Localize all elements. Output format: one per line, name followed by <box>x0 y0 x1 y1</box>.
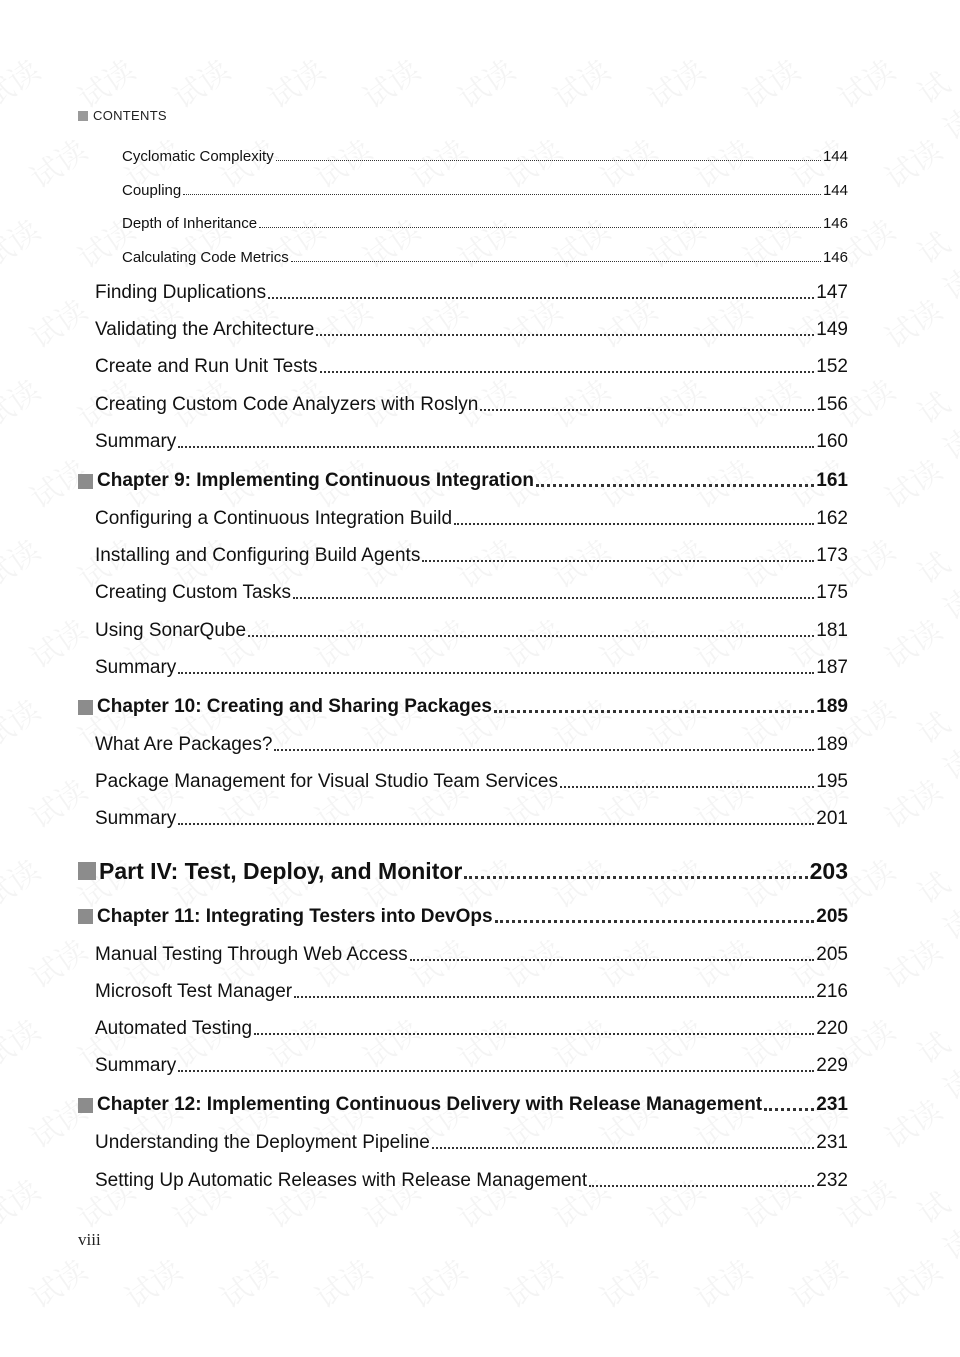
dot-leader <box>259 227 821 228</box>
toc-entry-section[interactable] <box>95 1170 848 1192</box>
dot-leader <box>536 484 814 487</box>
toc-entry-page: 205 <box>816 943 848 965</box>
toc-entry-page: 181 <box>816 619 848 641</box>
toc-entry-title: Part IV: Test, Deploy, and Monitor <box>99 857 463 884</box>
watermark-text <box>400 1247 474 1317</box>
toc-entry-title: Summary <box>95 656 177 678</box>
dot-leader <box>320 371 815 373</box>
dot-leader <box>178 672 814 674</box>
toc-entry-page: 231 <box>816 1132 848 1154</box>
watermark-text <box>20 127 94 197</box>
watermark-text <box>780 1247 854 1317</box>
toc-entry-chapter[interactable] <box>78 1094 848 1116</box>
watermark-text <box>685 1247 759 1317</box>
watermark-text <box>20 607 94 677</box>
toc-entry-page: 161 <box>816 470 848 491</box>
dot-leader <box>432 1147 814 1149</box>
square-bullet-icon <box>78 474 93 489</box>
toc-entry-chapter[interactable] <box>78 906 848 928</box>
watermark-text <box>907 859 960 948</box>
toc-entry-section[interactable] <box>95 620 848 642</box>
toc-entry-section[interactable] <box>95 394 848 416</box>
dot-leader <box>410 959 815 961</box>
toc-entry-page: 175 <box>816 582 848 604</box>
watermark-text <box>543 47 617 117</box>
dot-leader <box>248 635 814 637</box>
toc-entry-title: What Are Packages? <box>95 734 273 755</box>
watermark-text <box>907 699 960 788</box>
dot-leader <box>560 786 814 788</box>
toc-entry-section[interactable] <box>95 1132 848 1154</box>
watermark-text <box>954 139 960 228</box>
toc-entry-page: 146 <box>822 215 848 232</box>
toc-entry-page: 144 <box>822 181 848 199</box>
toc-entry-title: Create and Run Unit Tests <box>95 356 318 378</box>
toc-entry-title: Understanding the Deployment Pipeline <box>95 1132 430 1154</box>
watermark-text <box>954 1259 960 1348</box>
toc-entry-title: Summary <box>95 430 177 452</box>
toc-entry-title: Depth of Inheritance <box>122 215 258 232</box>
watermark-text <box>20 287 94 357</box>
toc-entry-title: Setting Up Automatic Releases with Release Management <box>95 1169 588 1191</box>
dot-leader <box>589 1185 814 1187</box>
watermark-text <box>0 1007 47 1077</box>
watermark-text <box>907 1019 960 1108</box>
watermark-text <box>495 1247 569 1317</box>
dot-leader <box>480 409 814 411</box>
toc-entry-title: Chapter 11: Integrating Testers into DevOps <box>97 905 493 927</box>
toc-entry-section[interactable] <box>95 657 848 679</box>
toc-entry-sub[interactable] <box>122 182 848 199</box>
toc-entry-page: 156 <box>816 393 848 415</box>
toc-entry-section[interactable] <box>95 981 848 1003</box>
running-header <box>78 108 167 123</box>
toc-entry-page: 232 <box>816 1169 848 1191</box>
watermark-text <box>954 459 960 548</box>
watermark-text <box>875 607 949 677</box>
toc-entry-title: Creating Custom Tasks <box>95 582 292 604</box>
dot-leader <box>268 297 814 299</box>
dot-leader <box>454 523 814 525</box>
dot-leader <box>422 560 814 562</box>
watermark-text <box>954 299 960 388</box>
toc-entry-page: 147 <box>816 282 848 303</box>
toc-entry-page: 201 <box>816 808 848 830</box>
toc-entry-page: 231 <box>816 1094 848 1116</box>
watermark-text <box>305 1247 379 1317</box>
toc-entry-chapter[interactable] <box>78 696 848 718</box>
toc-entry-section[interactable] <box>95 1018 848 1040</box>
toc-entry-section[interactable] <box>95 508 848 530</box>
watermark-text <box>163 47 237 117</box>
watermark-text <box>0 527 47 597</box>
toc-entry-chapter[interactable] <box>78 470 848 492</box>
watermark-text <box>875 1247 949 1317</box>
watermark-text <box>0 47 47 117</box>
dot-leader <box>178 1070 814 1072</box>
watermark-text <box>590 1247 664 1317</box>
watermark-text <box>448 47 522 117</box>
page-number: viii <box>78 1230 101 1249</box>
toc-entry-page: 149 <box>816 319 848 341</box>
dot-leader <box>495 920 815 923</box>
watermark-text <box>0 367 47 437</box>
toc-entry-sub[interactable] <box>122 249 848 266</box>
toc-entry-title: Chapter 9: Implementing Continuous Integration <box>97 470 534 491</box>
toc-entry-section[interactable] <box>95 431 848 453</box>
toc-entry-part[interactable] <box>78 858 848 885</box>
dot-leader <box>464 876 807 879</box>
toc-entry-page: 203 <box>809 857 848 884</box>
watermark-text <box>875 287 949 357</box>
square-bullet-icon <box>78 111 88 121</box>
toc-entry-section[interactable] <box>95 1055 848 1077</box>
square-bullet-icon <box>78 700 93 715</box>
square-bullet-icon <box>78 862 96 880</box>
watermark-text <box>68 47 142 117</box>
toc-entry-title: Manual Testing Through Web Access <box>95 943 408 965</box>
watermark-text <box>875 127 949 197</box>
watermark-text <box>828 47 902 117</box>
toc-entry-title: Finding Duplications <box>95 282 267 303</box>
dot-leader <box>764 1108 814 1111</box>
dot-leader <box>183 194 821 195</box>
watermark-text <box>907 219 960 308</box>
toc-entry-page: 162 <box>816 508 848 529</box>
toc-entry-title: Using SonarQube <box>95 619 247 641</box>
toc-entry-title: Summary <box>95 808 177 830</box>
dot-leader <box>276 160 821 161</box>
dot-leader <box>178 446 814 448</box>
watermark-text <box>907 59 960 148</box>
dot-leader <box>291 261 821 262</box>
watermark-text <box>258 47 332 117</box>
watermark-text <box>954 1099 960 1188</box>
toc-entry-title: Package Management for Visual Studio Team Services <box>95 771 558 793</box>
toc-entry-page: 220 <box>816 1018 848 1039</box>
watermark-text <box>733 47 807 117</box>
dot-leader <box>316 334 814 336</box>
toc-entry-page: 189 <box>816 734 848 755</box>
toc-entry-title: Coupling <box>122 181 182 199</box>
toc-entry-title: Installing and Configuring Build Agents <box>95 545 421 567</box>
square-bullet-icon <box>78 909 93 924</box>
toc-entry-section[interactable] <box>95 356 848 378</box>
toc-entry-sub[interactable] <box>122 215 848 232</box>
header-label: CONTENTS <box>93 108 167 123</box>
toc-entry-title: Summary <box>95 1055 177 1077</box>
toc-entry-section[interactable] <box>95 771 848 793</box>
watermark-text <box>907 539 960 628</box>
toc-entry-page: 195 <box>816 771 848 793</box>
toc-entry-page: 152 <box>816 356 848 378</box>
toc-entry-title: Calculating Code Metrics <box>122 248 289 266</box>
toc-entry-page: 146 <box>822 248 848 266</box>
watermark-text <box>20 927 94 997</box>
toc-entry-section[interactable] <box>95 944 848 966</box>
watermark-text <box>0 687 47 757</box>
watermark-text <box>20 1247 94 1317</box>
watermark-text <box>875 1087 949 1157</box>
watermark-text <box>353 47 427 117</box>
toc-entry-title: Chapter 12: Implementing Continuous Delivery with Release Management <box>97 1094 763 1116</box>
toc-entry-title: Microsoft Test Manager <box>95 980 293 1002</box>
watermark-text <box>907 379 960 468</box>
toc-entry-page: 187 <box>816 656 848 678</box>
toc-entry-sub[interactable] <box>122 148 848 165</box>
dot-leader <box>254 1033 814 1035</box>
dot-leader <box>274 749 814 751</box>
dot-leader <box>178 823 814 825</box>
watermark-text <box>115 1247 189 1317</box>
toc-entry-page: 189 <box>816 696 848 717</box>
toc-entry-section[interactable] <box>95 545 848 567</box>
watermark-text <box>907 1179 960 1268</box>
watermark-text <box>0 207 47 277</box>
watermark-text <box>20 767 94 837</box>
watermark-text <box>875 767 949 837</box>
watermark-text <box>0 1167 47 1237</box>
watermark-text <box>638 47 712 117</box>
watermark-text <box>954 619 960 708</box>
watermark-text <box>210 1247 284 1317</box>
dot-leader <box>494 710 814 713</box>
watermark-text <box>875 447 949 517</box>
watermark-text <box>954 779 960 868</box>
toc-entry-title: Chapter 10: Creating and Sharing Packages <box>97 696 492 717</box>
toc-entry-title: Cyclomatic Complexity <box>122 148 274 165</box>
square-bullet-icon <box>78 1098 93 1113</box>
toc-entry-title: Validating the Architecture <box>95 319 315 341</box>
dot-leader <box>294 996 814 998</box>
dot-leader <box>293 597 814 599</box>
watermark-text <box>875 927 949 997</box>
toc-entry-title: Automated Testing <box>95 1018 253 1039</box>
toc-entry-section[interactable] <box>95 319 848 341</box>
watermark-text <box>954 939 960 1028</box>
toc-entry-section[interactable] <box>95 734 848 756</box>
toc-entry-page: 205 <box>816 905 848 927</box>
toc-entry-section[interactable] <box>95 808 848 830</box>
toc-entry-page: 173 <box>816 545 848 567</box>
toc-entry-title: Configuring a Continuous Integration Build <box>95 508 453 529</box>
toc-entry-page: 229 <box>816 1055 848 1077</box>
toc-entry-page: 160 <box>816 430 848 452</box>
toc-entry-page: 144 <box>822 148 848 165</box>
toc-entry-section[interactable] <box>95 282 848 304</box>
toc-entry-page: 216 <box>816 980 848 1002</box>
watermark-text <box>0 847 47 917</box>
toc-entry-section[interactable] <box>95 582 848 604</box>
toc-entry-title: Creating Custom Code Analyzers with Roslyn <box>95 393 479 415</box>
